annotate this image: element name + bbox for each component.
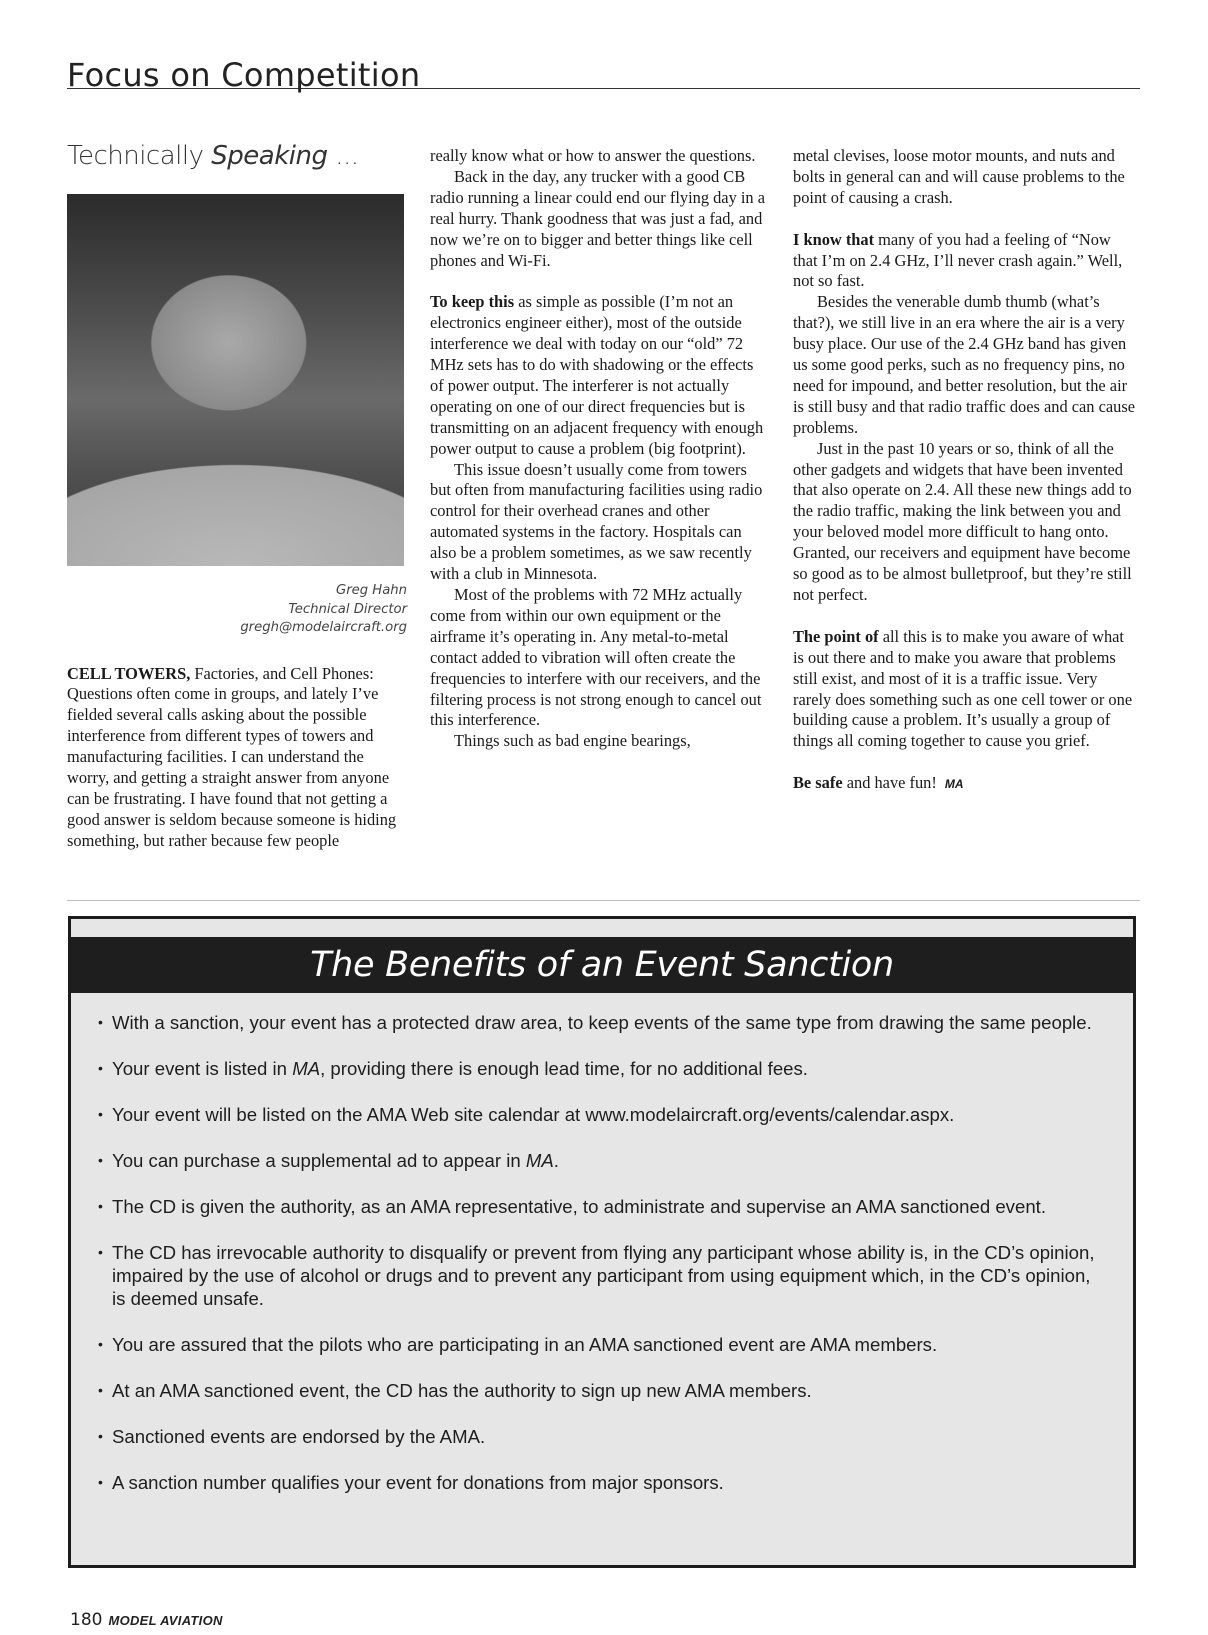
column-heading-prefix: Technically [67,141,212,171]
article-paragraph: metal clevises, loose motor mounts, and nuts and bolts in general can and will cause problems to the point of causing a crash. [793,146,1125,207]
benefit-item [98,1149,1108,1172]
benefit-text: , providing there is enough lead time, for no additional fees. [320,1058,808,1079]
benefit-item: • A sanction number qualifies your event for donations from major sponsors. [98,1471,1108,1494]
section-title: Focus on Competition [67,56,421,94]
benefit-item: • The CD is given the authority, as an AMA representative, to administrate and supervise an AMA sanctioned event. [98,1195,1108,1218]
page-footer [70,1610,223,1630]
section-divider [67,900,1140,901]
benefits-title: The Benefits of an Event Sanction [310,945,894,985]
paragraph-text: as simple as possible (I’m not an electronics engineer either), most of the outside interference we deal with today on our “old” 72 MHz sets has to do with shadowing or the effects of power output. The interferer is not actually operating on one of our direct frequencies but is transmitting on an adjacent frequency with enough power output to cause a problem (big footprint). [430,292,764,458]
benefit-item: • You are assured that the pilots who are participating in an AMA sanctioned event are AMA members. [98,1333,1108,1356]
benefit-italic: MA [292,1058,321,1079]
paragraph-text: Factories, and Cell Phones: Questions often come in groups, and lately I’ve fielded several calls asking about the possible interference from different types of towers and manufacturing facilities. I can understand the worry, and getting a straight answer from anyone can be frustrating. I have found that not getting a good answer is seldom because someone is hiding something, but rather because few people [67,663,397,850]
article-paragraph: Things such as bad engine bearings, [454,731,691,751]
column-heading [67,141,407,176]
page-number: 180 [70,1610,103,1630]
article-paragraph: Most of the problems with 72 MHz actually come from within our own equipment or the airframe it’s operating in. Any metal-to-metal contact added to vibration will often create the frequencies to interfere with our receivers, and the filtering process is not strong enough to cancel out this interference. [430,585,762,730]
article-paragraph [793,627,1138,752]
benefit-item: • Sanctioned events are endorsed by the AMA. [98,1425,1108,1448]
author-caption [67,582,407,638]
benefit-text: Your event is listed in [112,1058,293,1079]
article-paragraph: Just in the past 10 years or so, think of all the other gadgets and widgets that have been invented that also operate on 2.4. All these new things add to the radio traffic, making the link between you and your beloved model more difficult to hang onto. Granted, our receivers and equipment have become so good as to be almost bulletproof, but they’re still not perfect. [793,438,1132,605]
author-photo [67,194,404,566]
paragraph-text: all this is to make you aware of what is out there and to make you aware that problems still exist, and most of it is a traffic issue. Very rarely does something such as one cell tower or one building cause a problem. It’s usually a group of things all coming together to cause you grief. [793,626,1133,751]
benefit-item [98,1057,1108,1080]
benefit-text: . [553,1150,559,1171]
article-column-3 [793,146,1138,795]
article-paragraph [793,230,1138,293]
magazine-logo: MODEL AVIATION [108,1613,223,1628]
article-column-1 [67,141,407,852]
lead-in-bold: To keep this [430,292,515,312]
end-mark-logo: MA [944,777,964,792]
section-header [67,50,1140,94]
author-email: gregh@modelaircraft.org [240,620,407,635]
paragraph-text: many of you had a feeling of “Now that I’m on 2.4 GHz, I’ll never crash again.” Well, not so fast. [793,229,1123,291]
benefits-box [68,916,1136,1568]
lead-in-bold: I know that [793,229,875,249]
benefit-italic: MA [525,1150,554,1171]
article-paragraph: Back in the day, any trucker with a good CB radio running a linear could end our flying day in a real hurry. Thank goodness that was just a fad, and now we’re on to bigger and better things like cell phones and Wi-Fi. [430,166,765,270]
article-paragraph: Besides the venerable dumb thumb (what’s that?), we still live in an era where the air is a very busy place. Our use of the 2.4 GHz band has given us some good perks, such as no frequency pins, no need for impound, and better resolution, but the air is still busy and that radio traffic does and can cause problems. [793,292,1135,437]
article-paragraph [430,292,770,459]
article-column-2 [430,146,770,752]
article-closing [793,773,1138,795]
article-paragraph: really know what or how to answer the questions. [430,146,756,165]
article-paragraph [67,664,407,852]
author-name: Greg Hahn [335,583,407,598]
lead-in-bold: Be safe [793,773,843,793]
column-heading-suffix: ... [327,141,359,171]
author-title: Technical Director [288,601,407,617]
lead-in-bold: CELL TOWERS, [67,663,191,683]
benefit-item: • With a sanction, your event has a protected draw area, to keep events of the same type from drawing the same people. [98,1011,1108,1034]
benefits-banner [71,937,1133,993]
article-paragraph: This issue doesn’t usually come from towers but often from manufacturing facilities using radio control for their overhead cranes and other automated systems in the factory. Hospitals can also be a problem sometimes, as we saw recently with a club in Minnesota. [430,459,763,584]
benefit-item: • The CD has irrevocable authority to disqualify or prevent from flying any participant whose ability is, in the CD’s opinion, impaired by the use of alcohol or drugs and to prevent any participant from using equipment which, in the CD’s opinion, is deemed unsafe. [98,1241,1108,1310]
paragraph-text: and have fun! [842,773,937,793]
lead-in-bold: The point of [793,626,879,646]
benefits-list [98,1011,1108,1517]
benefit-item: • At an AMA sanctioned event, the CD has the authority to sign up new AMA members. [98,1379,1108,1402]
benefit-text: You can purchase a supplemental ad to appear in [112,1150,526,1171]
column-heading-italic: Speaking [211,141,328,171]
benefit-item: • Your event will be listed on the AMA Web site calendar at www.modelaircraft.org/events/calendar.aspx. [98,1103,1108,1126]
